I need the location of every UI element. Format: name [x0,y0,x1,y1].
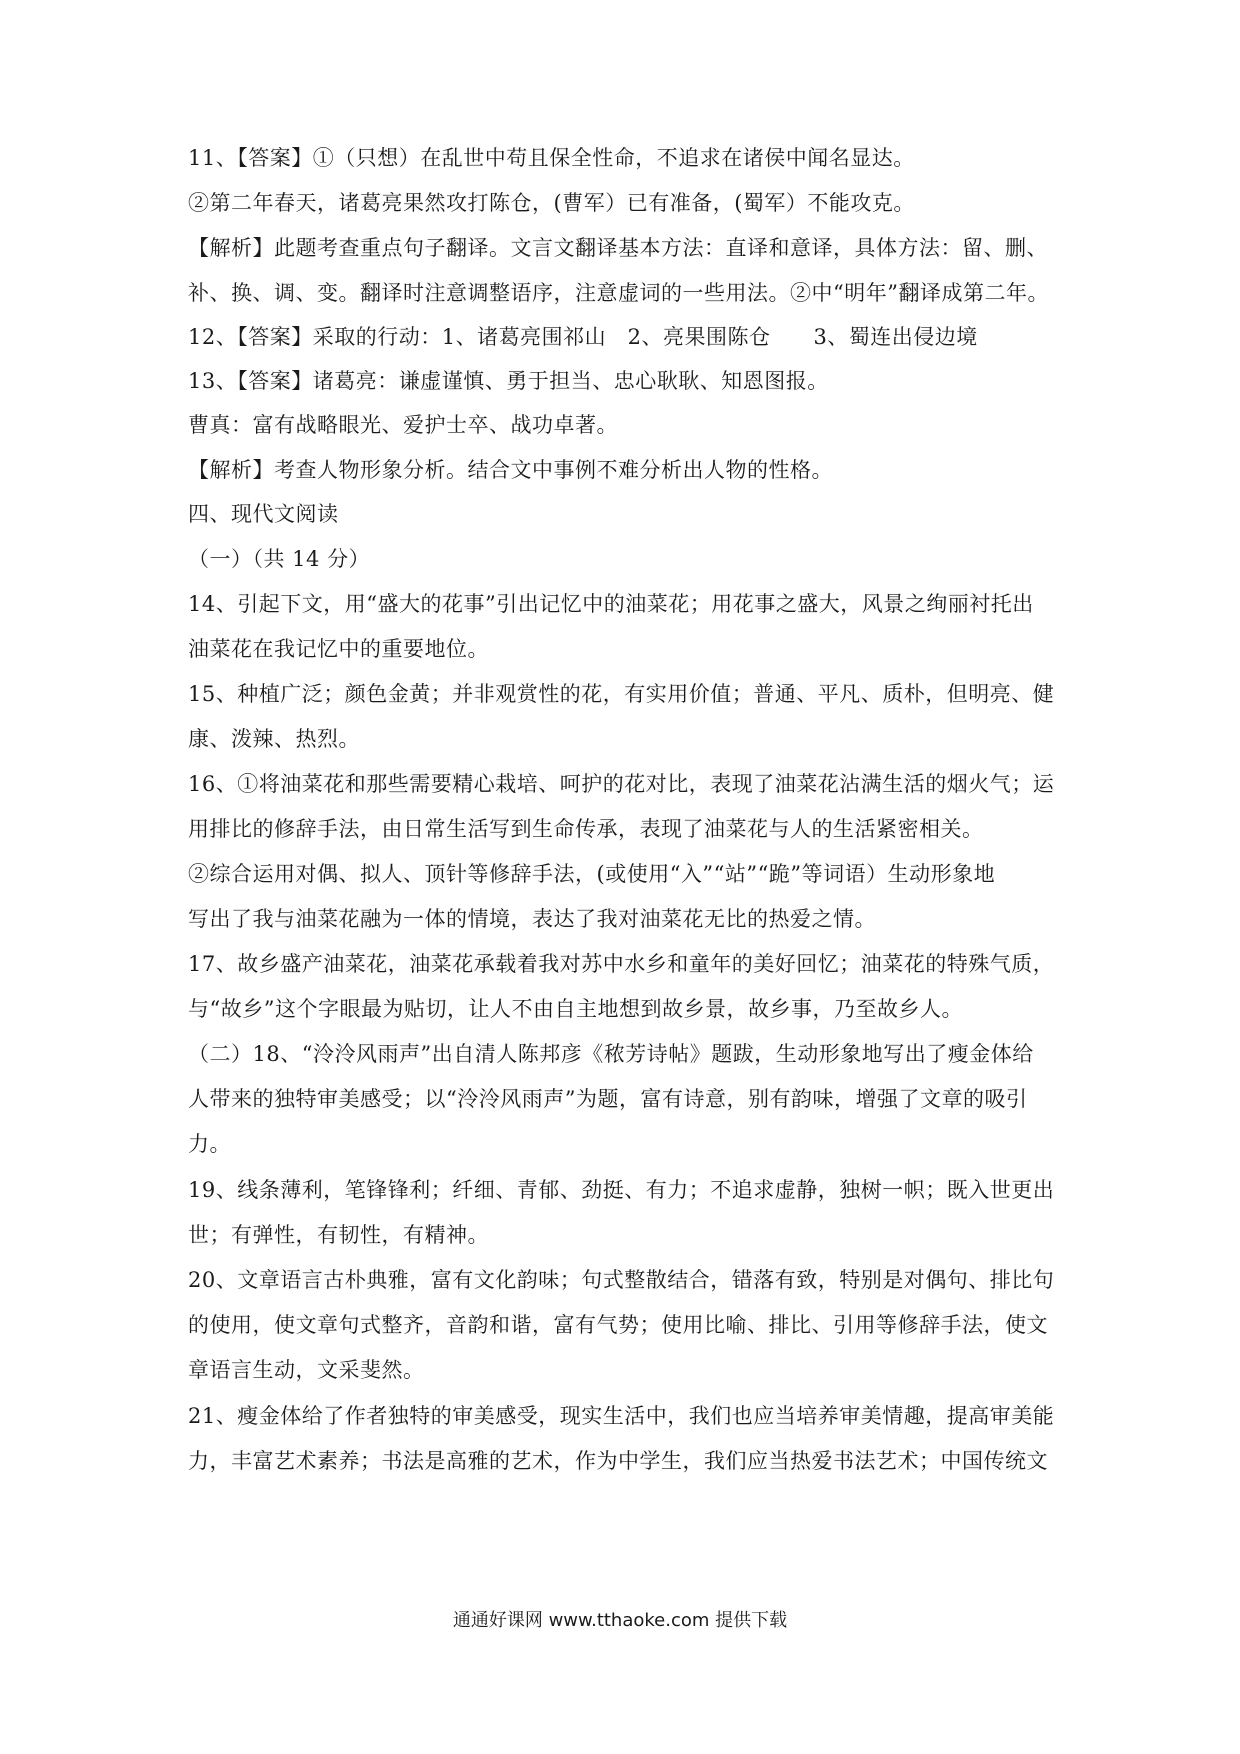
answer-11-line-1: 11、【答案】①（只想）在乱世中苟且保全性命，不追求在诸侯中闻名显达。 [188,146,915,170]
analysis-11-line-1: 【解析】此题考查重点句子翻译。文言文翻译基本方法：直译和意译，具体方法：留、删、 [188,236,1048,260]
answer-14-line-2: 油菜花在我记忆中的重要地位。 [188,637,489,661]
page-footer: 通通好课网 www.tthaoke.com 提供下载 [452,1610,788,1631]
answer-13-line-2: 曹真：富有战略眼光、爱护士卒、战功卓著。 [188,413,618,437]
section-heading-modern-reading: 四、现代文阅读 [188,502,339,526]
answer-20-line-1: 20、文章语言古朴典雅，富有文化韵味；句式整散结合，错落有致，特别是对偶句、排比句 [188,1268,1055,1292]
answer-18-line-2: 人带来的独特审美感受；以“泠泠风雨声”为题，富有诗意，别有韵味，增强了文章的吸引 [188,1087,1028,1111]
answer-19-line-2: 世；有弹性，有韧性，有精神。 [188,1223,489,1247]
answer-21-line-1: 21、瘦金体给了作者独特的审美感受，现实生活中，我们也应当培养审美情趣，提高审美能 [188,1404,1055,1428]
answer-18-line-1: （二）18、“泠泠风雨声”出自清人陈邦彦《秾芳诗帖》题跋，生动形象地写出了瘦金体给 [188,1042,1034,1066]
answer-19-line-1: 19、线条薄利，笔锋锋利；纤细、青郁、劲挺、有力；不追求虚静，独树一帜；既入世更出 [188,1178,1055,1202]
answer-21-line-2: 力，丰富艺术素养；书法是高雅的艺术，作为中学生，我们应当热爱书法艺术；中国传统文 [188,1449,1048,1473]
answer-20-line-2: 的使用，使文章句式整齐，音韵和谐，富有气势；使用比喻、排比、引用等修辞手法，使文 [188,1313,1048,1337]
answer-13-line-1: 13、【答案】诸葛亮：谦虚谨慎、勇于担当、忠心耿耿、知恩图报。 [188,369,829,393]
answer-15-line-1: 15、种植广泛；颜色金黄；并非观赏性的花，有实用价值；普通、平凡、质朴，但明亮、健 [188,682,1055,706]
analysis-13-line: 【解析】考查人物形象分析。结合文中事例不难分析出人物的性格。 [188,458,833,482]
subsection-heading-one: （一）（共 14 分） [188,547,371,571]
answer-16-line-3: ②综合运用对偶、拟人、顶针等修辞手法，(或使用“入”“站”“跪”等词语）生动形象地 [188,862,996,886]
answer-17-line-2: 与“故乡”这个字眼最为贴切，让人不由自主地想到故乡景，故乡事，乃至故乡人。 [188,997,963,1021]
answer-18-line-3: 力。 [188,1132,231,1156]
answer-14-line-1: 14、引起下文，用“盛大的花事”引出记忆中的油菜花；用花事之盛大，风景之绚丽衬托出 [188,592,1034,616]
answer-15-line-2: 康、泼辣、热烈。 [188,727,360,751]
answer-12-line: 12、【答案】采取的行动：1、诸葛亮围祁山 2、亮果围陈仓 3、蜀连出侵边境 [188,325,978,349]
answer-17-line-1: 17、故乡盛产油菜花，油菜花承载着我对苏中水乡和童年的美好回忆；油菜花的特殊气质， [188,952,1055,976]
answer-11-line-2: ②第二年春天，诸葛亮果然攻打陈仓，(曹军）已有准备，(蜀军）不能攻克。 [188,191,915,215]
answer-20-line-3: 章语言生动，文采斐然。 [188,1358,425,1382]
answer-16-line-4: 写出了我与油菜花融为一体的情境，表达了我对油菜花无比的热爱之情。 [188,907,876,931]
answer-16-line-2: 用排比的修辞手法，由日常生活写到生命传承，表现了油菜花与人的生活紧密相关。 [188,817,984,841]
analysis-11-line-2: 补、换、调、变。翻译时注意调整语序，注意虚词的一些用法。②中“明年”翻译成第二年。 [188,281,1049,305]
answer-16-line-1: 16、①将油菜花和那些需要精心栽培、呵护的花对比，表现了油菜花沾满生活的烟火气；运 [188,772,1055,796]
